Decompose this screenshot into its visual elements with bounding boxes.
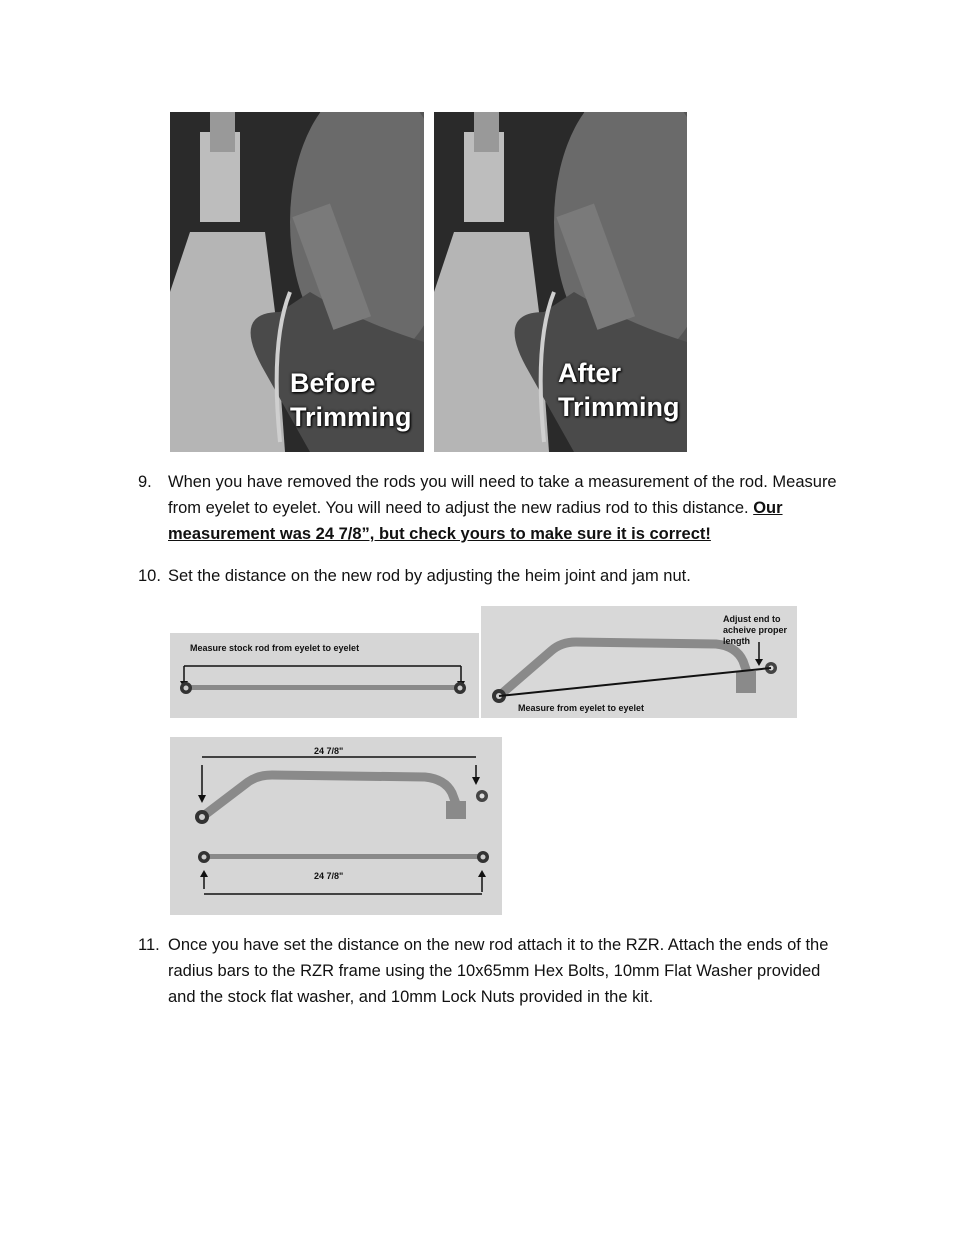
stock-rod-caption: Measure stock rod from eyelet to eyelet <box>190 643 360 653</box>
step-9-number: 9. <box>138 473 152 491</box>
stock-rod-photo <box>170 633 479 718</box>
step-9-text: When you have removed the rods you will need to take a measurement of the rod. Measure from eyelet to eyelet. You will need to adjust the new radius rod to this distance. <box>168 473 837 517</box>
after-trimming-photo <box>434 112 687 452</box>
new-rod-photo <box>481 606 797 718</box>
step-10-text: Set the distance on the new rod by adjusting the heim joint and jam nut. <box>168 567 691 585</box>
step-10 <box>138 563 838 589</box>
after-caption <box>558 356 680 424</box>
before-trimming-photo <box>170 112 424 452</box>
step-11-number: 11. <box>138 936 160 954</box>
compare-top-dimension: 24 7/8" <box>314 746 344 756</box>
step-9 <box>138 469 838 547</box>
step-11-text: Once you have set the distance on the new rod attach it to the RZR. Attach the ends of the radius bars to the RZR frame using the 10x65mm Hex Bolts, 10mm Flat Washer provided and the stock flat washer, and 10mm Lock Nuts provided in the kit. <box>168 936 829 1006</box>
step-11-body <box>168 932 838 1010</box>
step-11 <box>138 932 838 1010</box>
new-rod-adjust-caption: Adjust end to acheive proper length <box>723 614 788 646</box>
step-9-emphasis: Our measurement was 24 7/8”, but check yours to make sure it is correct! <box>168 499 783 543</box>
step-10-body <box>168 563 838 589</box>
after-caption-line2: Trimming <box>558 392 680 422</box>
before-caption-line2: Trimming <box>290 402 412 432</box>
before-caption <box>290 366 412 434</box>
after-caption-line1: After <box>558 358 622 388</box>
step-10-number: 10. <box>138 567 161 585</box>
new-rod-measure-caption: Measure from eyelet to eyelet <box>518 703 645 713</box>
step-9-body <box>168 469 838 547</box>
before-caption-line1: Before <box>290 368 376 398</box>
compare-bottom-dimension: 24 7/8" <box>314 871 344 881</box>
rod-comparison-photo <box>170 737 502 915</box>
